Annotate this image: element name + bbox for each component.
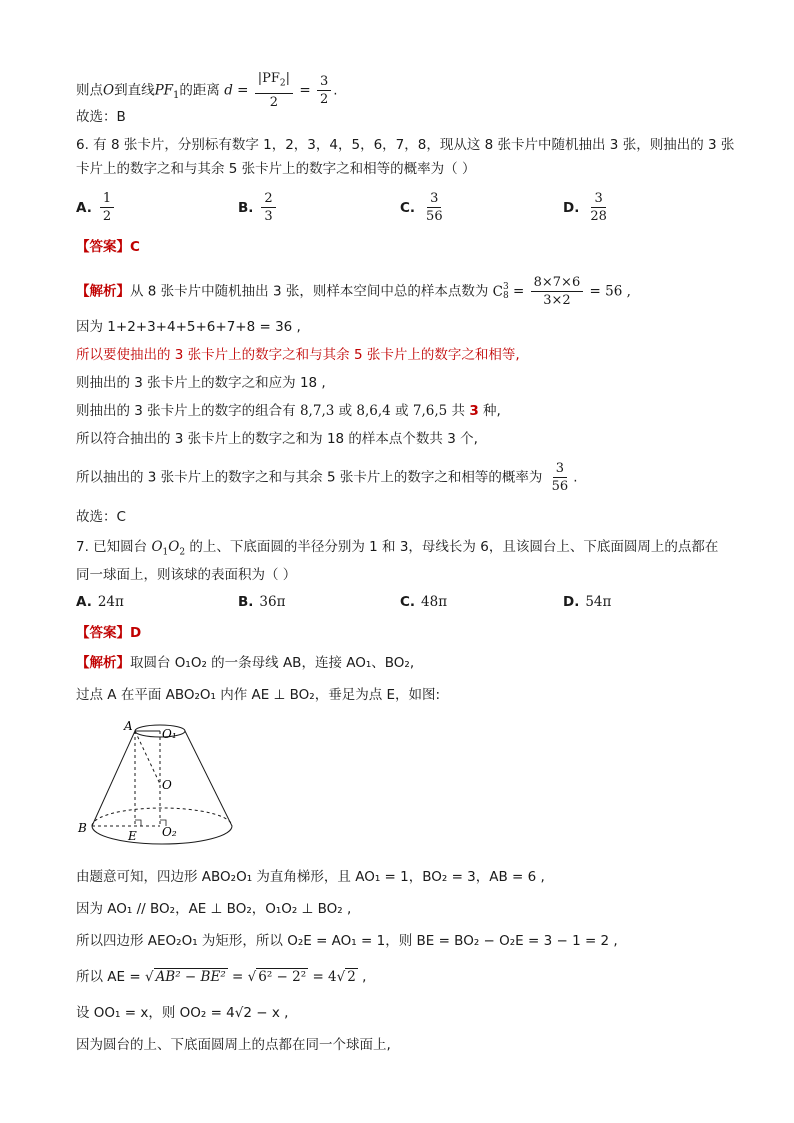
analysis-7-line-8: 因为圆台的上、下底面圆周上的点都在同一个球面上, bbox=[76, 1037, 391, 1053]
fraction: $\frac{|PF_2|}{2}$ bbox=[255, 70, 293, 111]
option-b: B. 36π bbox=[238, 594, 286, 610]
question-7-text-2: 同一球面上，则该球的表面积为（ ） bbox=[76, 567, 297, 583]
analysis-6-line-2: 因为 1+2+3+4+5+6+7+8 = 36 , bbox=[76, 319, 301, 335]
choose-line: 故选：B bbox=[76, 109, 126, 125]
option-c: C. $\frac{3}{56}$ bbox=[400, 191, 443, 224]
distance-line: 则点O到直线$PF_1$的距离 d = $\frac{|PF_2|}{2}$ = $\frac{3}{2}$ . bbox=[76, 71, 338, 110]
label-o1: O₁ bbox=[162, 727, 177, 741]
analysis-7-line-3: 由题意可知，四边形 ABO₂O₁ 为直角梯形，且 AO₁ = 1，BO₂ = 3，AB = 6 , bbox=[76, 869, 545, 885]
answer-7: 【答案】D bbox=[76, 625, 142, 641]
analysis-7-line-2: 过点 A 在平面 ABO₂O₁ 内作 AE ⊥ BO₂，垂足为点 E，如图: bbox=[76, 687, 441, 703]
analysis-7-line-4: 因为 AO₁ // BO₂，AE ⊥ BO₂，O₁O₂ ⊥ BO₂ , bbox=[76, 901, 352, 917]
answer-6: 【答案】C bbox=[76, 239, 140, 255]
option-d: D. $\frac{3}{28}$ bbox=[563, 191, 607, 224]
label-e: E bbox=[128, 829, 137, 843]
label-a: A bbox=[124, 719, 133, 733]
analysis-7-line-1: 【解析】取圆台 O₁O₂ 的一条母线 AB，连接 AO₁、BO₂, bbox=[76, 655, 415, 671]
option-b: B. $\frac{2}{3}$ bbox=[238, 190, 278, 225]
question-6-text-1: 6. 有 8 张卡片，分别标有数字 1，2，3，4，5，6，7，8，现从这 8 张卡片中随机抽出 3 张，则抽出的 3 张 bbox=[76, 137, 735, 153]
fraction: $\frac{3}{2}$ bbox=[317, 73, 331, 108]
analysis-7-line-6: 所以 AE = √ AB² − BE² = √ 6² − 2² = 4√ 2 , bbox=[76, 969, 367, 985]
option-a: A. 24π bbox=[76, 594, 124, 610]
analysis-6-line-4: 则抽出的 3 张卡片上的数字之和应为 18 , bbox=[76, 375, 326, 391]
frustum-figure bbox=[72, 716, 242, 846]
analysis-7-line-7: 设 OO₁ = x，则 OO₂ = 4√2 − x , bbox=[76, 1005, 289, 1021]
label-o2: O₂ bbox=[162, 825, 177, 839]
question-7-text-1: 7. 已知圆台 $O_1O_2$ 的上、下底面圆的半径分别为 1 和 3，母线长为 6，且该圆台上、下底面圆周上的点都在 bbox=[76, 539, 719, 558]
option-c: C. 48π bbox=[400, 594, 448, 610]
question-6-text-2: 卡片上的数字之和与其余 5 张卡片上的数字之和相等的概率为（ ） bbox=[76, 161, 476, 177]
analysis-6-line-1: 【解析】从 8 张卡片中随机抽出 3 张，则样本空间中总的样本点数为 C 3 8 = $\frac{8\times 7\times 6}{3\times 2}$ = 56 , bbox=[76, 275, 631, 308]
option-a: A. $\frac{1}{2}$ bbox=[76, 190, 116, 225]
option-d: D. 54π bbox=[563, 594, 612, 610]
analysis-6-line-5: 则抽出的 3 张卡片上的数字的组合有 8,7,3 或 8,6,4 或 7,6,5 共 3 种, bbox=[76, 403, 501, 419]
analysis-6-line-6: 所以符合抽出的 3 张卡片上的数字之和为 18 的样本点个数共 3 个, bbox=[76, 431, 478, 447]
analysis-6-line-7: 所以抽出的 3 张卡片上的数字之和与其余 5 张卡片上的数字之和相等的概率为 $\frac{3}{56}$ . bbox=[76, 461, 578, 494]
choose-6: 故选：C bbox=[76, 509, 126, 525]
analysis-7-line-5: 所以四边形 AEO₂O₁ 为矩形，所以 O₂E = AO₁ = 1，则 BE = BO₂ − O₂E = 3 − 1 = 2 , bbox=[76, 933, 618, 949]
label-o: O bbox=[162, 778, 172, 792]
analysis-6-line-3: 所以要使抽出的 3 张卡片上的数字之和与其余 5 张卡片上的数字之和相等, bbox=[76, 347, 520, 363]
label-b: B bbox=[78, 821, 87, 835]
